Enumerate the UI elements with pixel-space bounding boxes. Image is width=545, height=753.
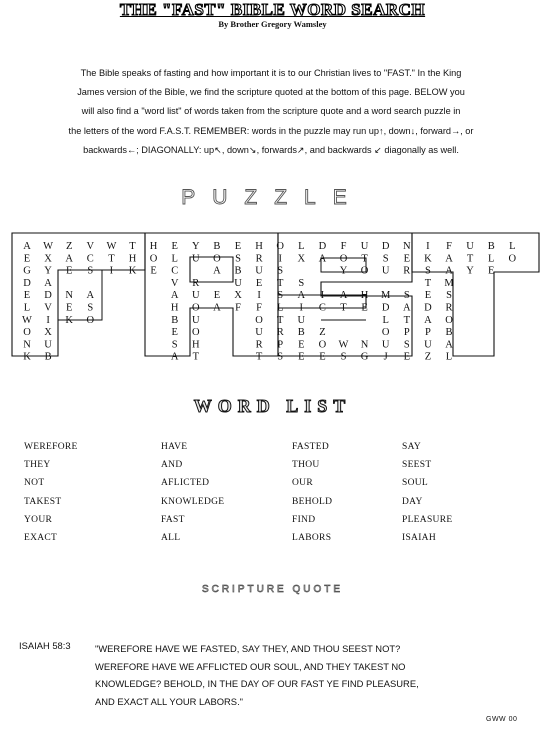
grid-letter: T xyxy=(129,241,136,252)
author-byline: By Brother Gregory Wamsley xyxy=(218,19,327,29)
grid-letter: O xyxy=(255,314,263,326)
grid-letter: E xyxy=(171,241,178,252)
grid-letter: R xyxy=(192,277,200,289)
grid-letter: X xyxy=(234,290,242,302)
grid-letter: X xyxy=(44,253,52,265)
grid-letter: C xyxy=(318,302,326,314)
grid-letter: N xyxy=(23,339,31,351)
grid-letter: P xyxy=(277,339,284,351)
grid-letter: B xyxy=(213,241,221,252)
grid-letter: D xyxy=(381,302,390,314)
grid-letter: S xyxy=(446,290,452,302)
intro-line: the letters of the word F.A.S.T. REMEMBER: words in the puzzle may run up↑, down↓, forward→, or xyxy=(68,125,474,136)
grid-letter: A xyxy=(445,265,453,277)
grid-letter: T xyxy=(361,253,368,265)
word-item: TAKEST xyxy=(24,496,62,507)
grid-letter: A xyxy=(339,290,348,302)
grid-letter: S xyxy=(298,277,305,289)
grid-letter: B xyxy=(487,241,495,252)
word-item: NOT xyxy=(24,478,45,489)
grid-letter: L xyxy=(276,302,284,314)
word-item: THOU xyxy=(292,460,320,471)
grid-letter: O xyxy=(192,327,200,339)
grid-letter: A xyxy=(44,277,52,289)
grid-letter: D xyxy=(318,241,327,252)
grid-letter: O xyxy=(23,327,31,339)
grid-letter: C xyxy=(171,265,179,277)
grid-letter: L xyxy=(509,241,516,252)
grid-letter: F xyxy=(340,241,347,252)
grid-letter: O xyxy=(318,339,327,351)
grid-letter: H xyxy=(170,302,179,314)
grid-letter: T xyxy=(403,314,411,326)
grid-letter: I xyxy=(320,290,325,302)
grid-letter: U xyxy=(255,327,263,339)
scripture-reference: ISAIAH 58:3 xyxy=(19,640,71,651)
grid-letter: H xyxy=(255,241,263,252)
grid-letter: Y xyxy=(339,265,348,277)
quote-line: WEREFORE HAVE WE AFFLICTED OUR SOUL, AND THEY TAKEST NO xyxy=(95,660,406,672)
grid-letter: D xyxy=(381,241,390,252)
grid-letter: O xyxy=(339,253,348,265)
grid-letter: Y xyxy=(192,241,200,252)
grid-letter: L xyxy=(298,241,305,252)
grid-letter: L xyxy=(171,253,178,265)
word-item: FIND xyxy=(292,514,316,525)
word-list-column xyxy=(402,440,452,549)
grid-letter: A xyxy=(23,241,31,252)
grid-letter: L xyxy=(23,302,31,314)
grid-letter: R xyxy=(276,327,284,339)
grid-letter: S xyxy=(424,265,431,277)
word-item: AND xyxy=(161,460,183,471)
page-title: THE "FAST" BIBLE WORD SEARCH xyxy=(119,0,426,19)
grid-letter: O xyxy=(360,265,369,277)
grid-letter: K xyxy=(65,314,73,326)
grid-letter: S xyxy=(87,302,94,314)
word-item: SAY xyxy=(402,442,422,452)
grid-letter: E xyxy=(298,351,305,363)
grid-letter: I xyxy=(426,241,430,252)
grid-letter: L xyxy=(487,253,495,265)
word-item: DAY xyxy=(402,496,423,507)
grid-letter: P xyxy=(424,327,431,339)
grid-letter: Z xyxy=(65,241,73,252)
grid-letter: S xyxy=(277,265,284,277)
intro-paragraph xyxy=(6,64,536,160)
grid-letter: S xyxy=(403,290,410,302)
grid-letter: B xyxy=(445,327,453,339)
word-item: FAST xyxy=(161,514,185,525)
grid-letter: E xyxy=(23,253,31,265)
grid-letter: H xyxy=(360,290,369,302)
grid-letter: E xyxy=(424,290,432,302)
grid-letter: L xyxy=(445,351,453,363)
intro-line: The Bible speaks of fasting and how important it is to our Christian lives to "FAST." In the King xyxy=(80,68,462,78)
grid-letter: G xyxy=(360,351,369,363)
grid-letter: A xyxy=(445,339,453,351)
grid-letter: H xyxy=(128,253,137,265)
grid-letter: A xyxy=(213,302,221,314)
scripture-heading: SCRIPTURE QUOTE xyxy=(201,584,344,595)
grid-letter: I xyxy=(278,253,282,265)
word-item: OUR xyxy=(292,478,313,489)
grid-letter: D xyxy=(23,277,31,289)
word-list-column xyxy=(292,440,332,549)
word-item: PLEASURE xyxy=(402,514,453,525)
grid-letter: F xyxy=(256,302,263,314)
grid-letter: A xyxy=(170,290,179,302)
grid-letter: U xyxy=(192,253,200,265)
grid-letter: S xyxy=(277,351,284,363)
word-item: SEEST xyxy=(402,460,432,471)
grid-letter: T xyxy=(340,302,347,314)
grid-letter: B xyxy=(234,265,242,277)
grid-letter: E xyxy=(65,302,73,314)
grid-letter: O xyxy=(149,253,158,265)
grid-letter: U xyxy=(466,241,474,252)
grid-letter: E xyxy=(234,241,242,252)
puzzle-heading: PUZZLE xyxy=(181,186,364,209)
grid-letter: U xyxy=(192,290,200,302)
word-item: ALL xyxy=(161,532,181,543)
grid-letter: E xyxy=(403,253,411,265)
grid-letter: A xyxy=(445,253,453,265)
grid-letter: E xyxy=(213,290,221,302)
puzzle-grid xyxy=(0,228,545,368)
word-list xyxy=(24,440,524,550)
grid-letter: E xyxy=(319,351,326,363)
word-list-heading: WORD LIST xyxy=(193,396,352,416)
grid-letter: P xyxy=(403,327,410,339)
grid-letter: Z xyxy=(424,351,432,363)
grid-letter: U xyxy=(44,339,52,351)
grid-letter: S xyxy=(403,339,410,351)
grid-letter: A xyxy=(297,290,306,302)
grid-letter: O xyxy=(192,302,200,314)
grid-letter: A xyxy=(86,290,95,302)
grid-letter: U xyxy=(297,314,306,326)
word-item: FASTED xyxy=(292,442,329,452)
grid-letter: V xyxy=(170,277,179,289)
word-list-column xyxy=(24,440,78,549)
grid-letter: B xyxy=(297,327,305,339)
footer-code: GWW 00 xyxy=(486,716,518,723)
word-list-column xyxy=(161,440,224,549)
grid-letter: E xyxy=(361,302,368,314)
grid-letter: T xyxy=(276,314,284,326)
grid-letter: U xyxy=(255,265,263,277)
word-item: ISAIAH xyxy=(402,532,436,543)
intro-line: will also find a "word list" of words taken from the scripture quote and a word search puzzle in xyxy=(81,106,461,117)
grid-letter: K xyxy=(424,253,432,265)
grid-letter: S xyxy=(340,351,347,363)
grid-letter: B xyxy=(171,314,179,326)
grid-letter: E xyxy=(150,265,157,277)
grid-letter: M xyxy=(381,290,391,302)
grid-letter: E xyxy=(23,290,31,302)
grid-letter: N xyxy=(65,290,73,302)
grid-letter: E xyxy=(487,265,495,277)
grid-letter: O xyxy=(86,314,95,326)
grid-letter: A xyxy=(424,314,432,326)
grid-letter: H xyxy=(192,339,200,351)
grid-letter: X xyxy=(44,327,52,339)
grid-letter: X xyxy=(297,253,306,265)
grid-letter: E xyxy=(403,351,411,363)
grid-letter: O xyxy=(508,253,517,265)
quote-line: AND EXACT ALL YOUR LABORS." xyxy=(95,696,243,708)
grid-letter: I xyxy=(257,290,261,302)
intro-line: James version of the Bible, we find the scripture quoted at the bottom of this page. BELOW you xyxy=(77,87,465,98)
grid-letter: K xyxy=(23,351,31,363)
scripture-quote xyxy=(95,640,535,711)
grid-letter: D xyxy=(424,302,432,314)
grid-letter: D xyxy=(44,290,52,302)
grid-letter: R xyxy=(445,302,453,314)
grid-letter: F xyxy=(446,241,452,252)
grid-letter: W xyxy=(106,241,117,252)
grid-letter: O xyxy=(381,327,390,339)
grid-letter: O xyxy=(276,241,284,252)
word-item: THEY xyxy=(24,460,51,471)
word-item: WEREFORE xyxy=(24,442,78,452)
grid-letter: V xyxy=(86,241,95,252)
grid-letter: O xyxy=(445,314,453,326)
grid-letter: B xyxy=(44,351,52,363)
word-item: HAVE xyxy=(161,442,188,452)
grid-letter: R xyxy=(255,339,263,351)
grid-letter: U xyxy=(192,314,200,326)
quote-line: "WEREFORE HAVE WE FASTED, SAY THEY, AND THOU SEEST NOT? xyxy=(95,643,401,654)
word-item: SOUL xyxy=(402,478,429,489)
grid-letter: T xyxy=(192,351,200,363)
grid-letter: J xyxy=(383,351,388,363)
grid-letter: I xyxy=(109,265,114,277)
grid-letter: E xyxy=(65,265,73,277)
grid-letter: N xyxy=(403,241,411,252)
quote-line: KNOWLEDGE? BEHOLD, IN THE DAY OF OUR FAST YE FIND PLEASURE, xyxy=(95,678,419,690)
grid-letter: T xyxy=(108,253,115,265)
grid-letter: Y xyxy=(466,265,474,277)
grid-letter: E xyxy=(171,327,178,339)
grid-letter: I xyxy=(299,302,304,314)
word-item: YOUR xyxy=(24,514,53,525)
grid-letter: W xyxy=(22,314,32,326)
grid-letter: S xyxy=(277,290,284,302)
word-item: BEHOLD xyxy=(292,496,333,507)
grid-letter: H xyxy=(149,241,158,252)
grid-letter: U xyxy=(360,241,369,252)
grid-letter: S xyxy=(87,265,94,277)
grid-letter: T xyxy=(255,351,263,363)
grid-letter: S xyxy=(171,339,178,351)
intro-line: backwards←; DIAGONALLY: up↖, down↘, forwards↗, and backwards ↙ diagonally as well. xyxy=(83,144,459,155)
grid-letter: T xyxy=(466,253,474,265)
word-item: LABORS xyxy=(292,532,332,543)
grid-letter: A xyxy=(318,253,327,265)
grid-letter: A xyxy=(213,265,221,277)
grid-letter: R xyxy=(255,253,263,265)
grid-letter: Z xyxy=(319,327,326,339)
word-item: KNOWLEDGE xyxy=(161,496,225,507)
grid-letter: A xyxy=(170,351,179,363)
grid-letter: T xyxy=(276,277,284,289)
grid-letter: E xyxy=(298,339,305,351)
grid-letter: I xyxy=(46,314,50,326)
grid-letter: A xyxy=(65,253,73,265)
grid-letter: O xyxy=(213,253,221,265)
grid-letter: R xyxy=(403,265,411,277)
grid-letter: V xyxy=(44,302,52,314)
word-item: AFLICTED xyxy=(161,478,210,489)
word-item: EXACT xyxy=(24,532,58,543)
grid-letter: C xyxy=(86,253,94,265)
grid-letter: S xyxy=(382,253,389,265)
grid-letter: U xyxy=(381,339,390,351)
grid-letter: S xyxy=(235,253,241,265)
grid-letter: U xyxy=(424,339,432,351)
grid-letter: E xyxy=(255,277,263,289)
grid-letter: Y xyxy=(44,265,52,277)
grid-letter: U xyxy=(234,277,242,289)
grid-letter: N xyxy=(360,339,369,351)
grid-letter: L xyxy=(382,314,389,326)
grid-letter: A xyxy=(403,302,411,314)
grid-letter: U xyxy=(381,265,390,277)
grid-letter: W xyxy=(338,339,349,351)
grid-letter: K xyxy=(128,265,137,277)
grid-letter: W xyxy=(43,241,54,252)
grid-letter: G xyxy=(23,265,31,277)
grid-letter: F xyxy=(235,302,241,314)
grid-letter: T xyxy=(424,277,432,289)
grid-letter: M xyxy=(444,277,454,289)
